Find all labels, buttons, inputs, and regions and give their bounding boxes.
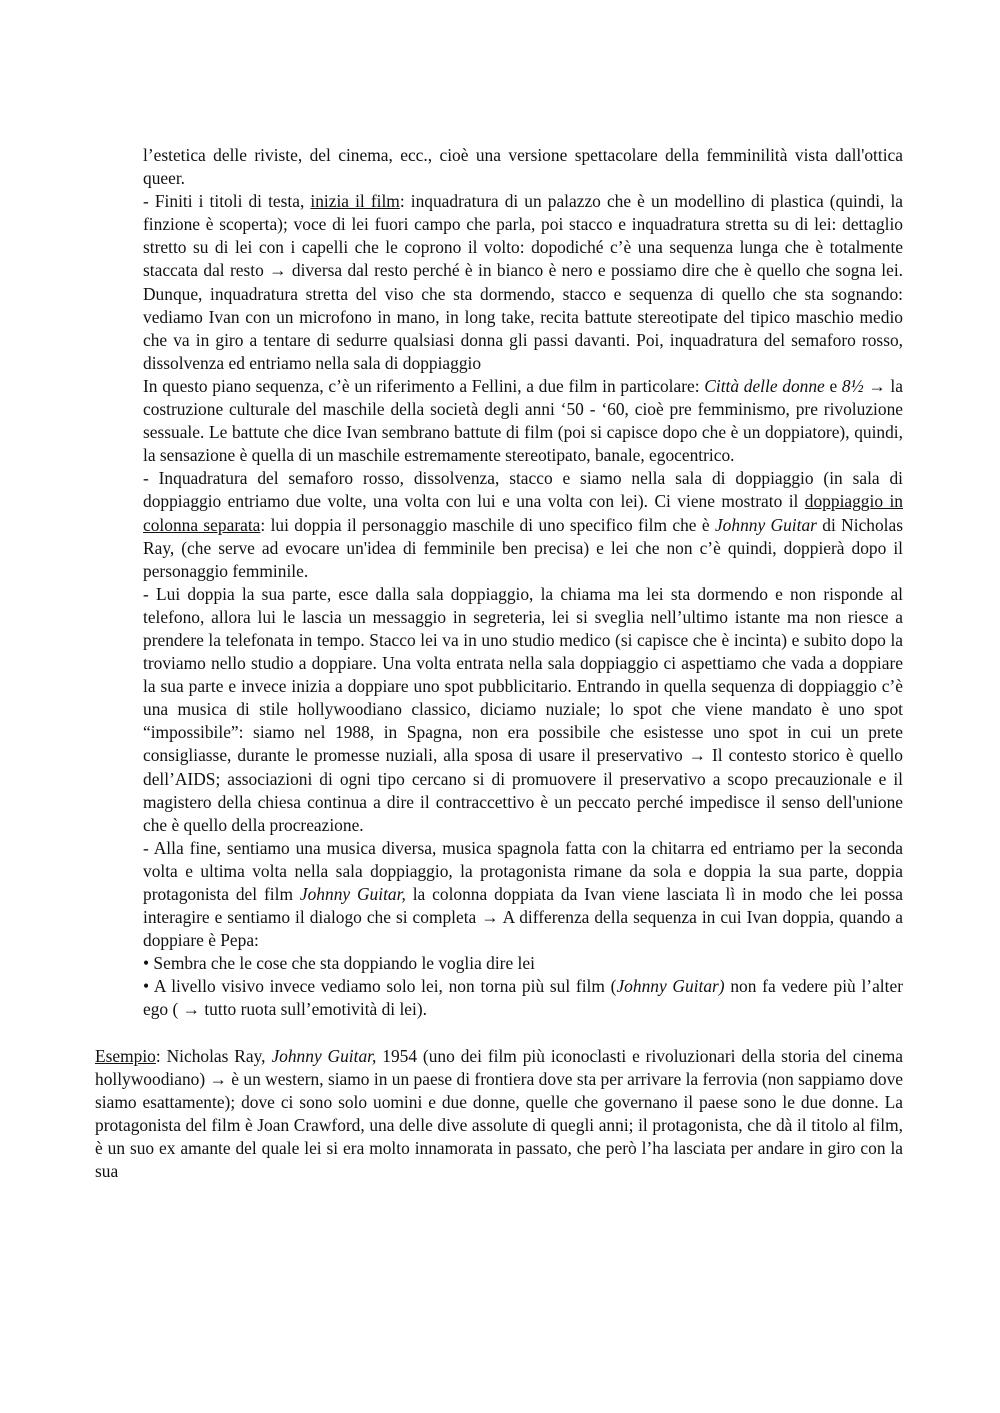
paragraph-fellini-reference — [0, 375, 1000, 467]
paragraph-example-johnny-guitar — [0, 1045, 1000, 1184]
text-span: In questo piano sequenza, c’è un riferimento a Fellini, a due film in particolare: — [143, 375, 705, 396]
text-span: - Alla fine, sentiamo una musica diversa, musica spagnola fatta con la chitarra ed entriamo per la seconda volta e ultima volta nella sala doppiaggio, la protagonista rimane da sola e doppia la sua parte, doppia protagonista del film — [143, 837, 903, 904]
film-title-johnny-guitar: Johnny Guitar, — [271, 1045, 377, 1066]
film-title-citta-delle-donne: Città delle donne — [704, 375, 825, 396]
text-span: • A livello visivo invece vediamo solo lei, non torna più sul film ( — [143, 976, 617, 997]
underlined-term-doppiaggio: doppiaggio in colonna separata — [143, 491, 903, 535]
text-span: 1954 (uno dei film più iconoclasti e rivoluzionari della storia del cinema hollywoodiano) → è un western, siamo in un paese di frontiera dove sta per arrivare la ferrovia (non sappiamo dove siamo esattamente); dove ci sono solo uomini e due donne, quelle che governano il paese sono le due donne. La protagonista del film è Joan Crawford, una delle dive assolute di quegli anni; il protagonista, che dà il titolo al film, è un suo ex amante del quale lei si era molto innamorata in passato, che però l’ha lasciata per andare in giro con la sua — [95, 1045, 903, 1182]
text-span: di Nicholas Ray, (che serve ad evocare un'idea di femminile ben precisa) e lei che non c’è quindi, doppierà dopo il personaggio femminile. — [143, 514, 903, 581]
text-span: - Lui doppia la sua parte, esce dalla sala doppiaggio, la chiama ma lei sta dormendo e non risponde al telefono, allora lui le lascia un messaggio in segreteria, lei si sveglia nell’ultimo istante ma non riesce a prendere la telefonata in tempo. Stacco lei va in uno studio medico (si capisce che è incinta) e subito dopo la troviamo nello studio a doppiare. Una volta entrata nella sala doppiaggio ci aspettiamo che vada a doppiare la sua parte e invece inizia a doppiare uno spot pubblicitario. Entrando in quella sequenza di doppiaggio c’è una musica di stile hollywoodiano classico, diciamo nuziale; lo spot che viene mandato è uno spot “impossibile”: siamo nel 1988, in Spagna, non era possibile che esistesse uno spot in cui un prete consigliasse, durante le promesse nuziali, alla sposa di usare il preservativo → Il contesto storico è quello dell’AIDS; associazioni di ogni tipo cercano si di promuovere il preservativo a scopo precauzionale e il magistero della chiesa continua a dire il contraccettivo è un peccato perché impedisce il senso dell'unione che è quello della procreazione. — [143, 583, 903, 835]
underlined-term-inizia-il-film: inizia il film — [310, 191, 400, 212]
film-title-johnny-guitar: Johnny Guitar, — [299, 884, 406, 904]
text-span: l’estetica delle riviste, del cinema, ecc., cioè una versione spettacolare della femminilità vista dall'ottica queer. — [143, 145, 903, 189]
bullet-item-1 — [0, 952, 1000, 975]
text-span: • Sembra che le cose che sta doppiando le voglia dire lei — [143, 953, 535, 974]
paragraph-final-dubbing — [0, 837, 1000, 952]
film-title-johnny-guitar: Johnny Guitar) — [616, 976, 725, 997]
film-title-8-half: 8½ — [841, 375, 864, 396]
text-span: : inquadratura di un palazzo che è un modellino di plastica (quindi, la finzione è scoperta); voce di lei fuori campo che parla, poi stacco e inquadratura stretta su di lei: dettaglio stretto su di lei con i capelli che le coprono il volto: dopodiché c’è una sequenza lunga che è totalmente staccata dal resto → diversa dal resto perché è in bianco è nero e possiamo dire che è quello che sogna lei. Dunque, inquadratura stretta del viso che sta dormendo, stacco e sequenza di quello che sta sognando: vediamo Ivan con un microfono in mano, in long take, recita battute stereotipate del tipico maschio medio che va in giro a tentare di sedurre qualsiasi donna gli passi davanti. Poi, inquadratura del semaforo rosso, dissolvenza ed entriamo nella sala di doppiaggio — [143, 191, 904, 373]
underlined-term-esempio: Esempio — [95, 1045, 156, 1066]
text-span: : Nicholas Ray, — [155, 1045, 272, 1066]
text-span: : lui doppia il personaggio maschile di uno specifico film che è — [260, 514, 715, 535]
document-page — [0, 144, 1000, 1183]
paragraph-gap — [0, 1022, 1000, 1045]
paragraph-queer-aesthetic — [0, 144, 1000, 190]
paragraph-dubbing-room — [0, 467, 1000, 582]
film-title-johnny-guitar: Johnny Guitar — [714, 514, 817, 535]
text-span: - Finiti i titoli di testa, — [143, 191, 311, 212]
text-span: non fa vedere più l’alter ego ( → tutto ruota sull’emotività di lei). — [143, 976, 903, 1020]
paragraph-commercial-spot — [0, 583, 1000, 837]
bullet-item-2 — [0, 975, 1000, 1021]
text-span: - Inquadratura del semaforo rosso, dissolvenza, stacco e siamo nella sala di doppiaggio (in sala di doppiaggio entriamo due volte, una volta con lui e una volta con lei). Ci viene mostrato il — [143, 468, 903, 512]
paragraph-film-start — [0, 190, 1000, 375]
text-span: la colonna doppiata da Ivan viene lasciata lì in modo che lei possa interagire e sentiamo il dialogo che si completa → A differenza della sequenza in cui Ivan doppia, quando a doppiare è Pepa: — [143, 884, 903, 951]
text-span: e — [824, 375, 842, 396]
text-span: → la costruzione culturale del maschile della società degli anni ‘50 - ‘60, cioè pre femminismo, pre rivoluzione sessuale. Le battute che dice Ivan sembrano battute di film (poi si capisce dopo che è un doppiatore), quindi, la sensazione è quella di un maschile estremamente stereotipato, banale, egocentrico. — [143, 375, 903, 466]
